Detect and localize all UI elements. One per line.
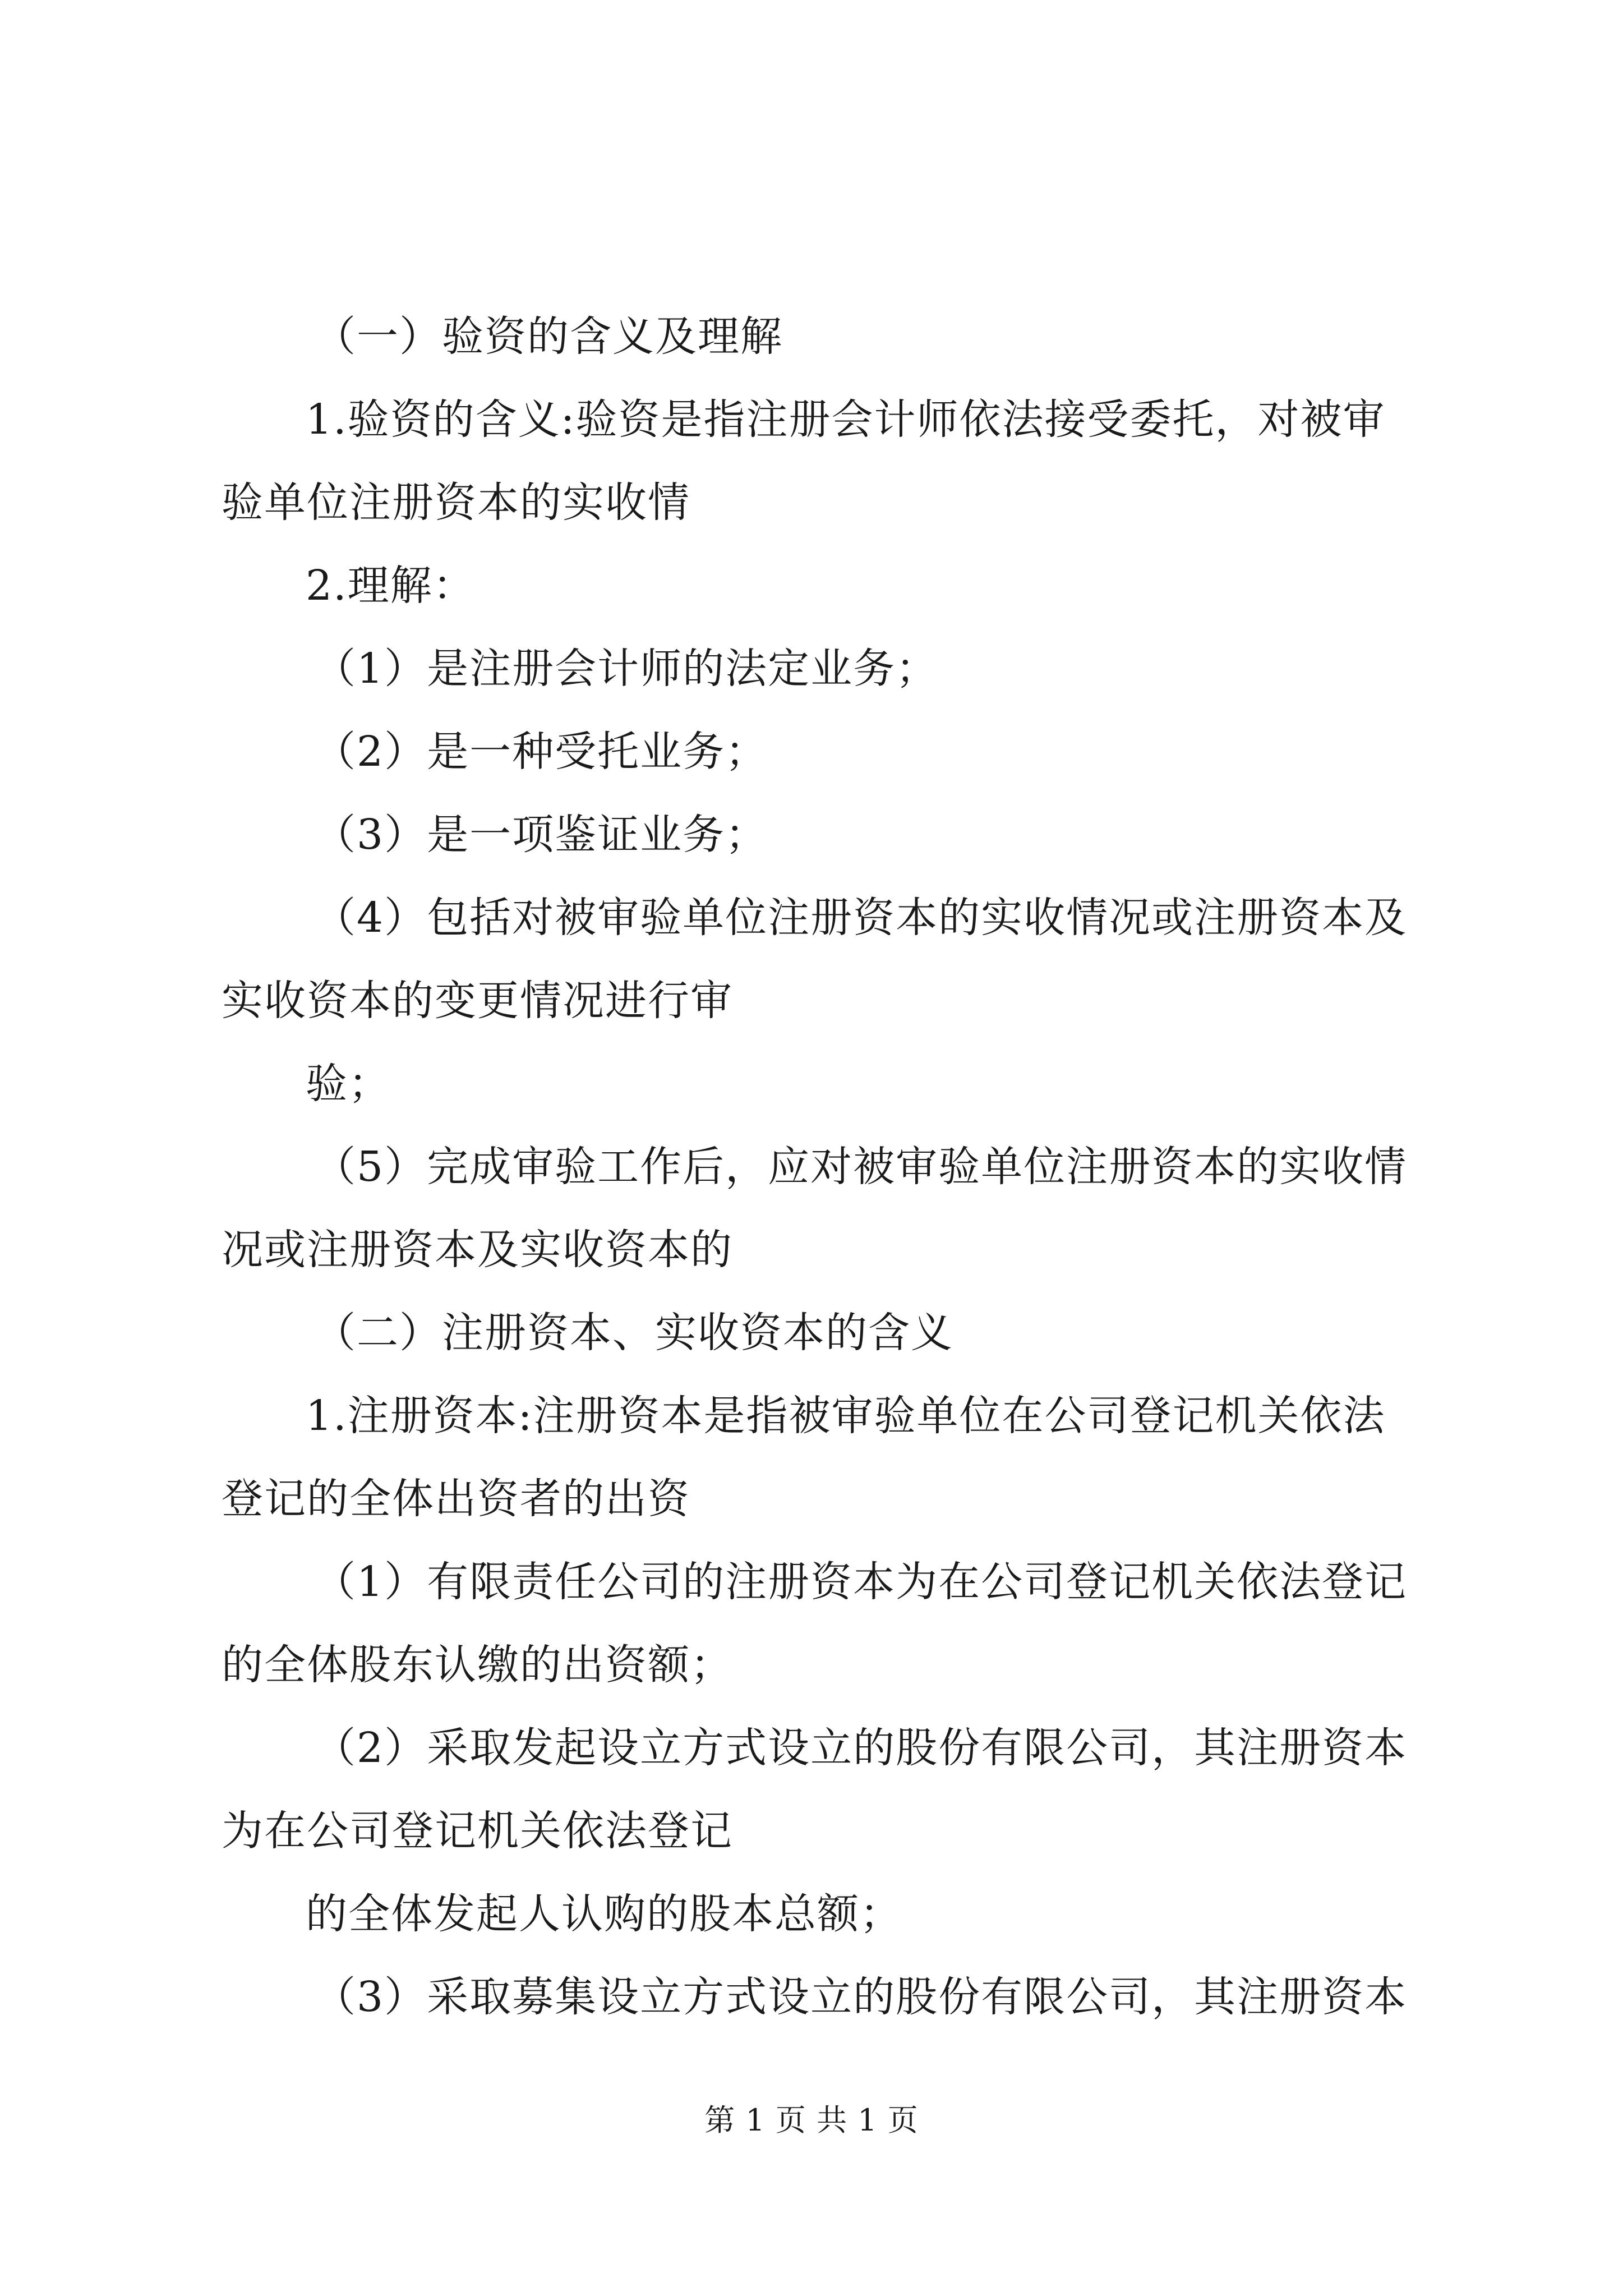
section-heading-2: （二）注册资本、实收资本的含义 — [314, 1309, 953, 1357]
list-item: （5）完成审验工作后，应对被审验单位注册资本的实收情 — [314, 1143, 1408, 1191]
list-item: （2）采取发起设立方式设立的股份有限公司，其注册资本 — [314, 1724, 1408, 1772]
section-heading-1: （一）验资的含义及理解 — [314, 312, 783, 361]
list-item-continuation: 况或注册资本及实收资本的 — [222, 1226, 733, 1274]
list-item: （3）采取募集设立方式设立的股份有限公司，其注册资本 — [314, 1973, 1408, 2021]
list-item: （1）是注册会计师的法定业务； — [314, 645, 939, 693]
paragraph-line: 2.理解： — [306, 562, 476, 610]
paragraph-line: 1.注册资本:注册资本是指被审验单位在公司登记机关依法 — [306, 1392, 1386, 1440]
list-item-continuation: 实收资本的变更情况进行审 — [222, 977, 733, 1025]
paragraph-line: 验单位注册资本的实收情 — [222, 478, 690, 527]
list-item: （2）是一种受托业务； — [314, 728, 768, 776]
list-item-continuation: 的全体股东认缴的出资额； — [222, 1641, 733, 1689]
list-item: （4）包括对被审验单位注册资本的实收情况或注册资本及 — [314, 894, 1408, 942]
list-item: （1）有限责任公司的注册资本为在公司登记机关依法登记 — [314, 1558, 1408, 1606]
list-item-continuation: 为在公司登记机关依法登记 — [222, 1807, 733, 1855]
page-footer: 第 1 页 共 1 页 — [704, 2102, 919, 2138]
list-item-continuation: 验； — [306, 1060, 391, 1108]
paragraph-line: 1.验资的含义:验资是指注册会计师依法接受委托，对被审 — [306, 395, 1386, 444]
paragraph-line: 登记的全体出资者的出资 — [222, 1475, 690, 1523]
list-item: （3）是一项鉴证业务； — [314, 811, 768, 859]
list-item-continuation: 的全体发起人认购的股本总额； — [306, 1890, 902, 1938]
